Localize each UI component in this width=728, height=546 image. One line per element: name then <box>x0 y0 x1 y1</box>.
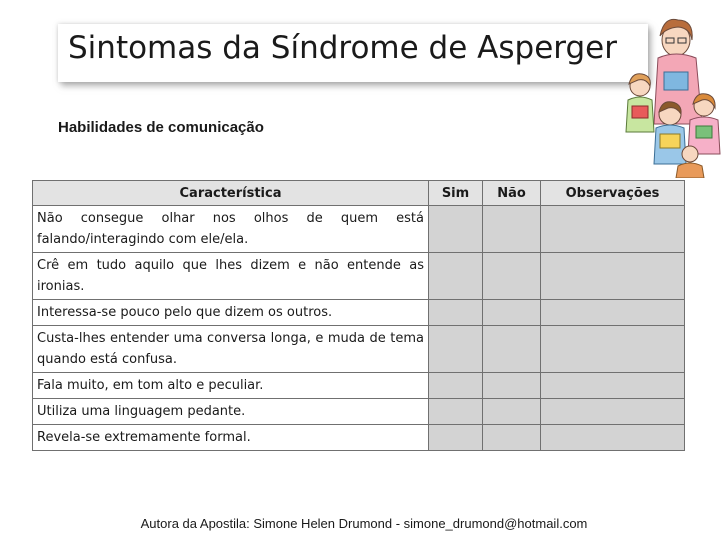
sim-cell[interactable] <box>429 425 483 451</box>
observacoes-cell[interactable] <box>541 399 685 425</box>
nao-cell[interactable] <box>483 253 541 300</box>
observacoes-cell[interactable] <box>541 253 685 300</box>
row-characteristic: Fala muito, em tom alto e peculiar. <box>33 373 429 399</box>
observacoes-cell[interactable] <box>541 425 685 451</box>
row-characteristic: Custa-lhes entender uma conversa longa, e muda de tema quando está confusa. <box>33 326 429 373</box>
column-header-sim: Sim <box>429 181 483 206</box>
observacoes-cell[interactable] <box>541 326 685 373</box>
row-characteristic: Crê em tudo aquilo que lhes dizem e não entende as ironias. <box>33 253 429 300</box>
sim-cell[interactable] <box>429 373 483 399</box>
sim-cell[interactable] <box>429 206 483 253</box>
title-banner <box>58 24 648 82</box>
nao-cell[interactable] <box>483 206 541 253</box>
nao-cell[interactable] <box>483 300 541 326</box>
nao-cell[interactable] <box>483 326 541 373</box>
observacoes-cell[interactable] <box>541 373 685 399</box>
nao-cell[interactable] <box>483 373 541 399</box>
sim-cell[interactable] <box>429 399 483 425</box>
observacoes-cell[interactable] <box>541 206 685 253</box>
row-characteristic: Utiliza uma linguagem pedante. <box>33 399 429 425</box>
table-row <box>33 373 685 399</box>
observacoes-cell[interactable] <box>541 300 685 326</box>
table-row <box>33 300 685 326</box>
table-row <box>33 425 685 451</box>
section-subtitle: Habilidades de comunicação <box>58 119 264 136</box>
nao-cell[interactable] <box>483 399 541 425</box>
symptoms-table <box>32 180 685 451</box>
row-characteristic: Interessa-se pouco pelo que dizem os outros. <box>33 300 429 326</box>
column-header-observacoes: Observações <box>541 181 685 206</box>
row-characteristic: Revela-se extremamente formal. <box>33 425 429 451</box>
sim-cell[interactable] <box>429 253 483 300</box>
column-header-nao: Não <box>483 181 541 206</box>
row-characteristic: Não consegue olhar nos olhos de quem está falando/interagindo com ele/ela. <box>33 206 429 253</box>
page-title: Sintomas da Síndrome de Asperger <box>68 30 617 66</box>
table-row <box>33 253 685 300</box>
table-row <box>33 326 685 373</box>
nao-cell[interactable] <box>483 425 541 451</box>
sim-cell[interactable] <box>429 300 483 326</box>
column-header-caracteristica: Característica <box>33 181 429 206</box>
sim-cell[interactable] <box>429 326 483 373</box>
table-row <box>33 399 685 425</box>
table-row <box>33 206 685 253</box>
children-reading-clipart <box>620 14 724 178</box>
footer-credit: Autora da Apostila: Simone Helen Drumond - simone_drumond@hotmail.com <box>140 516 588 531</box>
table-header-row <box>33 181 685 206</box>
